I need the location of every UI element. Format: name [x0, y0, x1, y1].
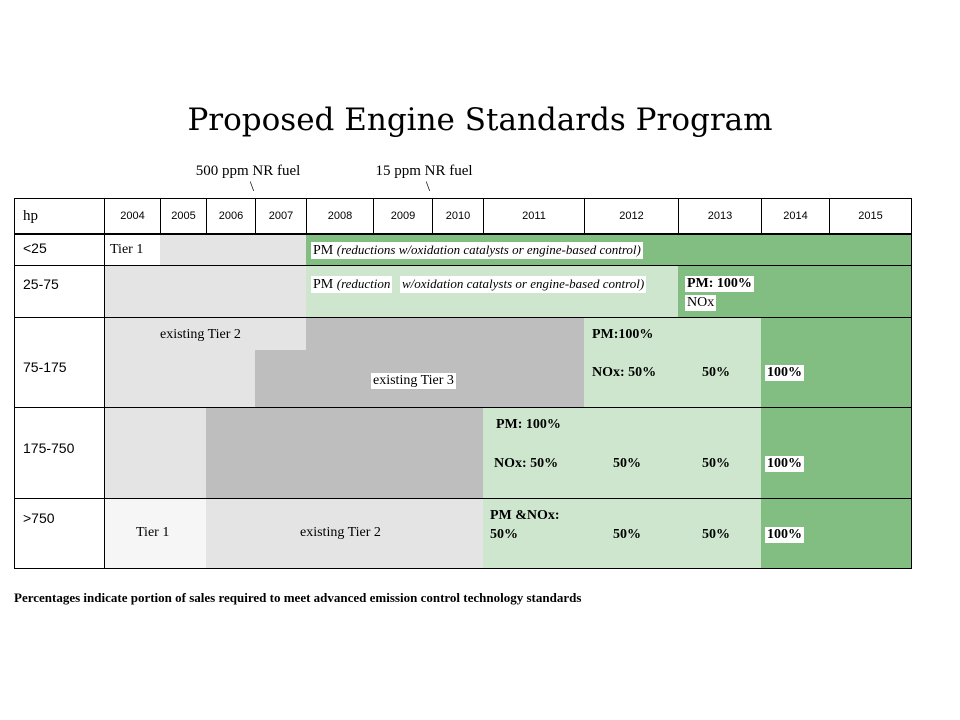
table-border-bottom [14, 568, 912, 569]
region-175-750-lightgray [105, 408, 206, 499]
nox-50-label: NOx: 50% [592, 365, 657, 380]
row-label-gt750: >750 [23, 510, 55, 526]
tier1-label: Tier 1 [136, 525, 170, 540]
region-25-75-gray [105, 266, 306, 318]
pm-100-label: PM: 100% [496, 417, 561, 432]
region-75-175-green [761, 318, 912, 408]
row-label-75-175: 75-175 [23, 359, 67, 375]
existing-tier2-label: existing Tier 2 [160, 327, 241, 342]
nox-label: NOx [687, 295, 715, 310]
page-title: Proposed Engine Standards Program [187, 102, 773, 138]
header-hp: hp [23, 207, 38, 224]
header-year: 2005 [171, 210, 196, 222]
row-separator [14, 407, 912, 408]
fuel-marker-15ppm [364, 163, 484, 195]
pm-full-label: PM: 100% [687, 276, 752, 291]
header-year: 2007 [268, 210, 294, 222]
existing-tier3-label: existing Tier 3 [373, 373, 454, 388]
nox-50-label: 50% [702, 365, 730, 380]
pct-50-label: 50% [490, 527, 518, 542]
header-year: 2014 [783, 210, 808, 222]
fuel-marker-label: 15 ppm NR fuel [375, 163, 473, 179]
row-separator [14, 233, 912, 235]
header-year: 2010 [445, 210, 471, 222]
fuel-marker-arrow: \ [425, 179, 431, 195]
pm-reduction-label [311, 242, 643, 259]
full-100-label: 100% [767, 527, 802, 542]
row-separator [14, 498, 912, 499]
pm-note-continued: w/oxidation catalysts or engine-based control) [402, 276, 645, 291]
header-year: 2006 [218, 210, 244, 222]
full-100-label: 100% [767, 365, 802, 380]
full-100-label: 100% [767, 456, 802, 471]
nox-50-label: 50% [702, 456, 730, 471]
fuel-marker-label: 500 ppm NR fuel [195, 163, 301, 179]
region-75-175-tier3-a [306, 318, 584, 350]
nox-50-label: 50% [613, 456, 641, 471]
pm-prefix: PM [313, 243, 334, 258]
pm-reduction-label [311, 276, 392, 293]
standards-table [14, 198, 912, 569]
row-separator [14, 265, 912, 266]
pm-100-label: PM:100% [592, 327, 654, 342]
region-75-175-gray-lower [105, 350, 255, 408]
header-year: 2015 [858, 210, 883, 222]
row-separator [14, 317, 912, 318]
fuel-marker-500ppm [186, 163, 310, 195]
footnote: Percentages indicate portion of sales required to meet advanced emission control technology standards [14, 590, 582, 605]
pm-prefix: PM [313, 277, 334, 292]
header-year: 2008 [327, 210, 353, 222]
pm-note: (reductions w/oxidation catalysts or engine-based control) [336, 242, 641, 257]
region-175-750-gray [206, 408, 483, 499]
row-label-lt25: <25 [23, 240, 47, 256]
row-label-25-75: 25-75 [23, 276, 59, 292]
tier1-label: Tier 1 [110, 242, 144, 257]
header-year: 2004 [120, 210, 145, 222]
pm-note: (reduction [336, 276, 391, 291]
header-year: 2013 [707, 210, 733, 222]
region-175-750-green [761, 408, 912, 499]
nox-50-label: NOx: 50% [494, 456, 559, 471]
header-year: 2012 [619, 210, 644, 222]
region-lt25-gray [160, 234, 306, 266]
label-column-separator [104, 198, 105, 569]
fuel-marker-arrow: \ [249, 179, 255, 195]
pct-50-label: 50% [702, 527, 730, 542]
table-border-right [911, 198, 912, 569]
header-year: 2011 [522, 210, 546, 222]
pm-nox-label: PM &NOx: [490, 508, 560, 523]
existing-tier2-label: existing Tier 2 [300, 525, 381, 540]
table-border-left [14, 198, 15, 569]
pct-50-label: 50% [613, 527, 641, 542]
row-label-175-750: 175-750 [23, 440, 75, 456]
header-year: 2009 [390, 210, 416, 222]
